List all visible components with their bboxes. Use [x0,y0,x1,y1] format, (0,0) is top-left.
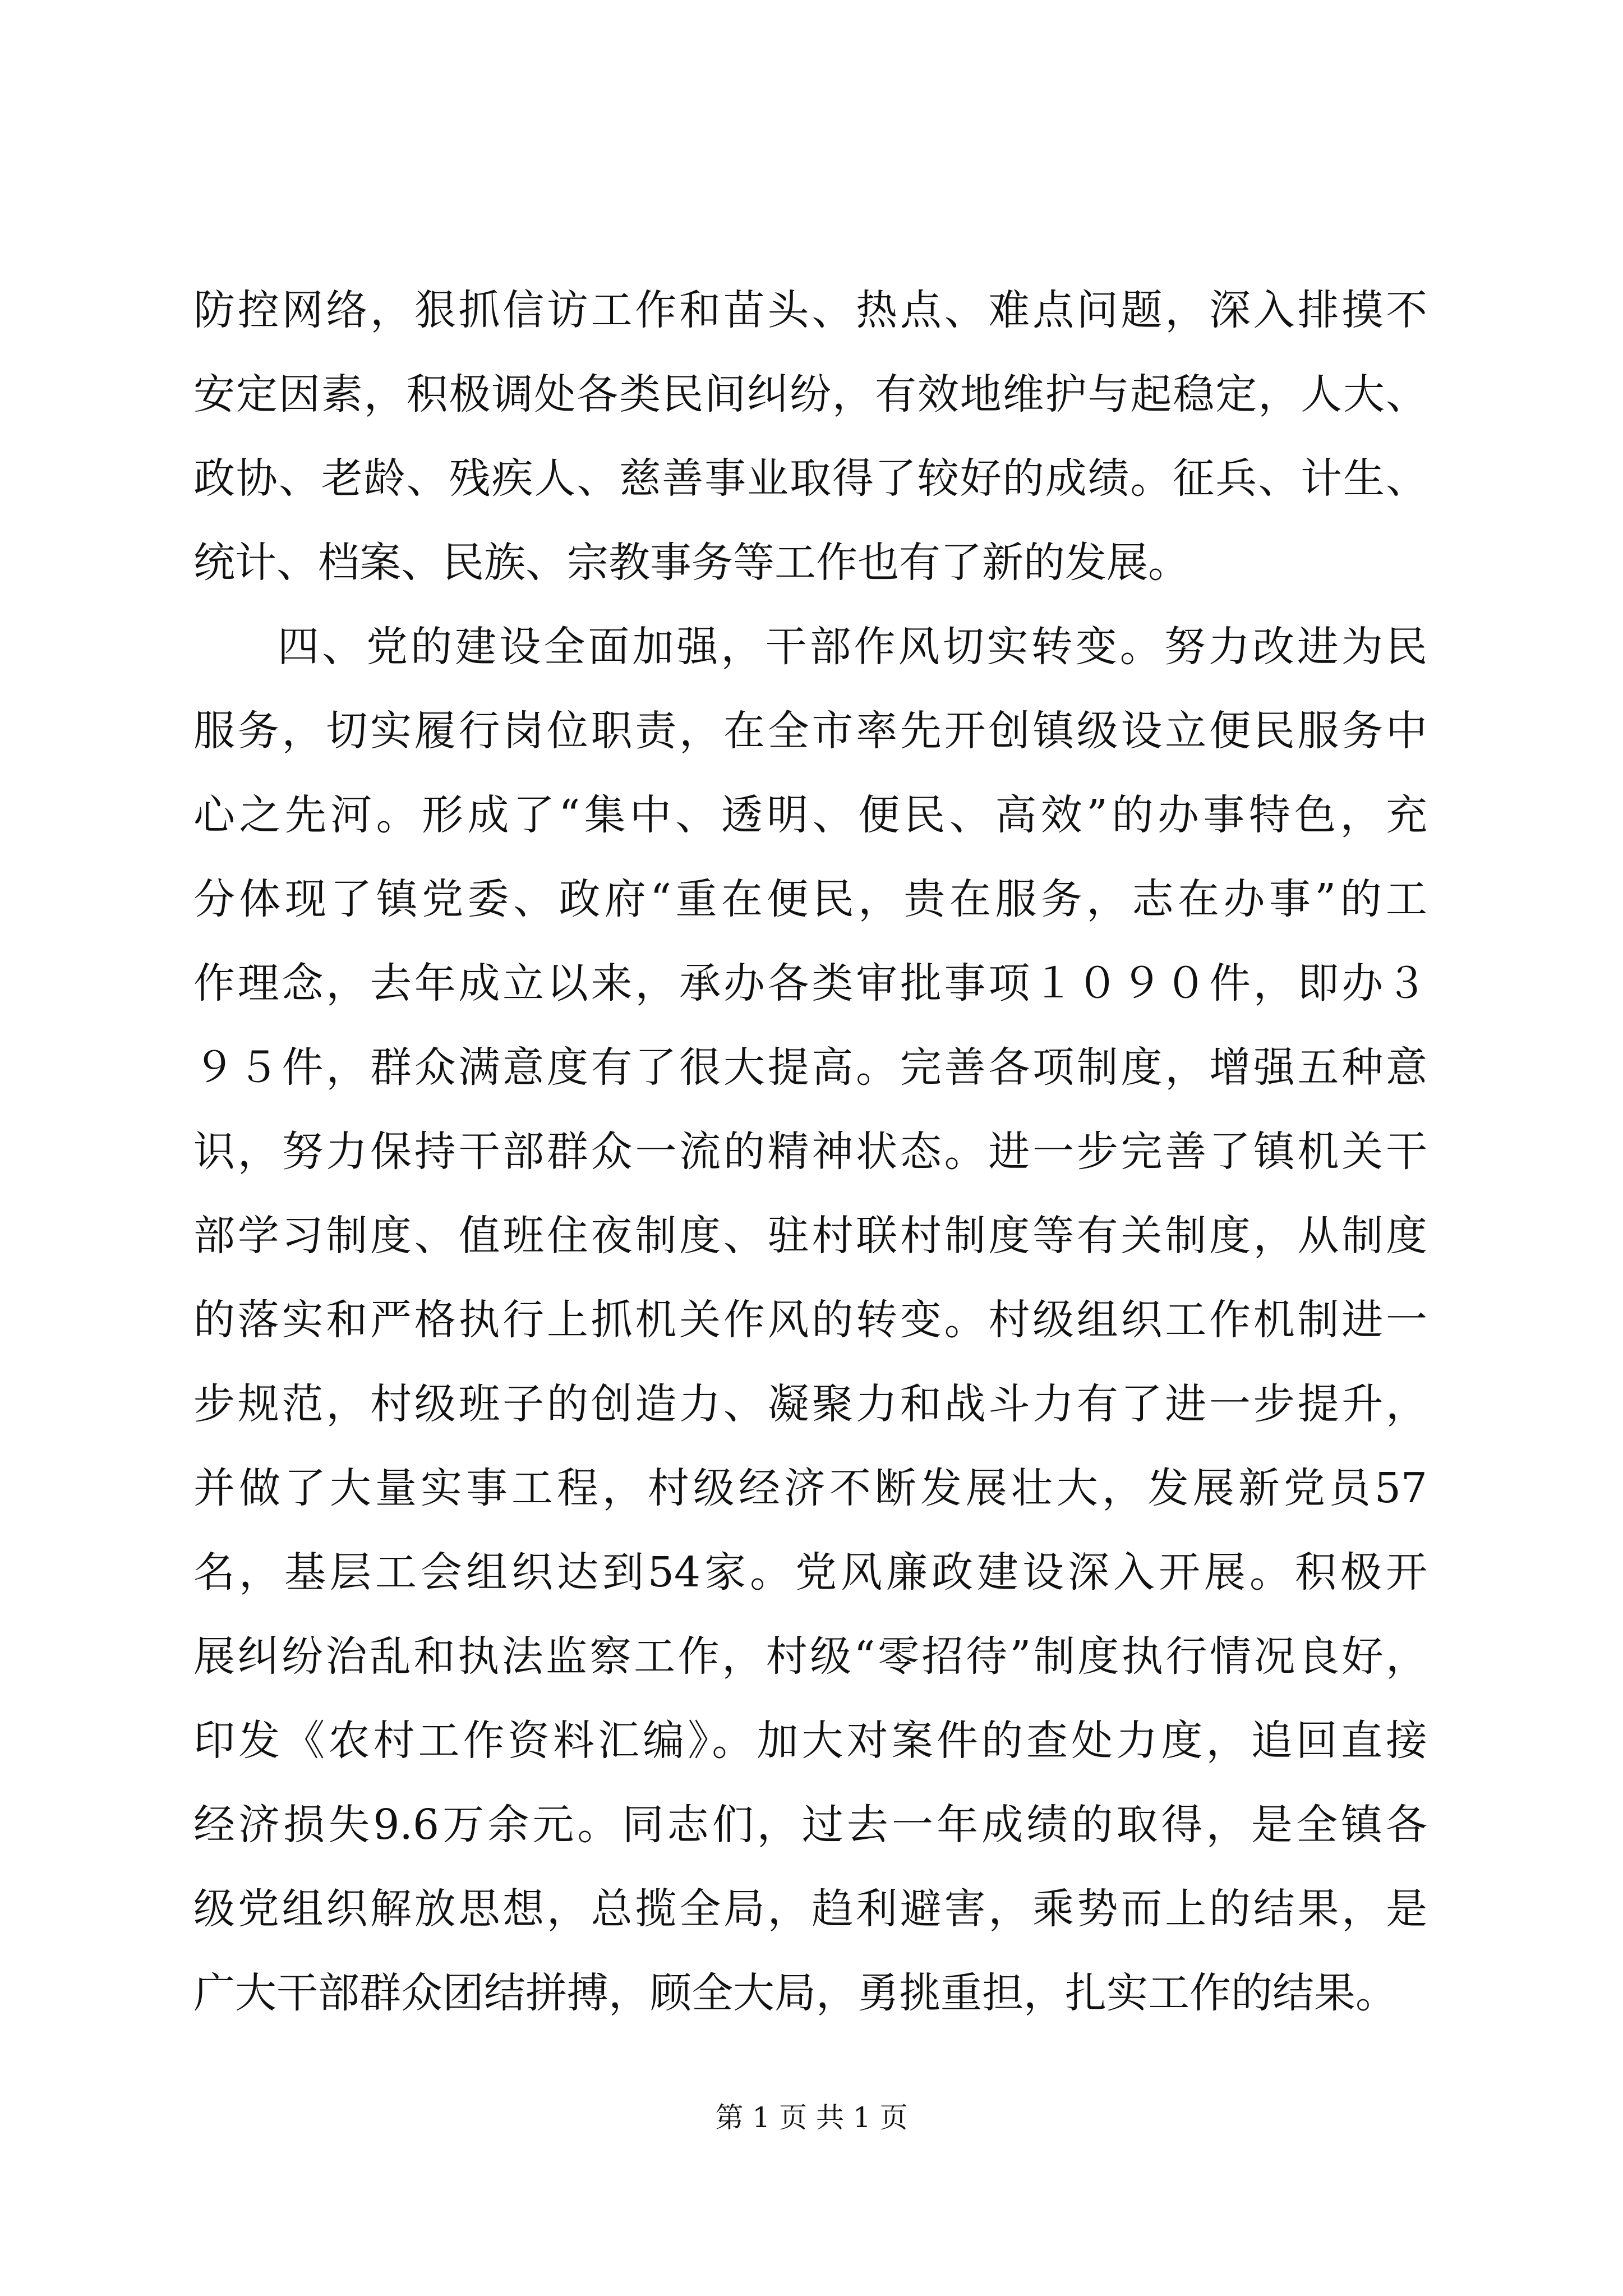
text-line: 名，基层工会组织达到54家。党风廉政建设深入开展。积极开 [193,1548,1427,1596]
text-line: 印发《农村工作资料汇编》。加大对案件的查处力度，追回直接 [193,1717,1427,1765]
text-line: 经济损失9.6万余元。同志们，过去一年成绩的取得，是全镇各 [193,1801,1427,1849]
text-line: 心之先河。形成了“集中、透明、便民、高效”的办事特色，充 [193,791,1427,839]
text-line: 识，努力保持干部群众一流的精神状态。进一步完善了镇机关干 [193,1128,1427,1176]
text-line: 服务，切实履行岗位职责，在全市率先开创镇级设立便民服务中 [193,707,1427,755]
text-line: 的落实和严格执行上抓机关作风的转变。村级组织工作机制进一 [193,1296,1427,1344]
text-line: 并做了大量实事工程，村级经济不断发展壮大，发展新党员57 [193,1464,1427,1512]
text-line: ９５件，群众满意度有了很大提高。完善各项制度，增强五种意 [193,1043,1427,1092]
text-line: 作理念，去年成立以来，承办各类审批事项１０９０件，即办３ [193,959,1427,1007]
text-line: 安定因素，积极调处各类民间纠纷，有效地维护与起稳定，人大、 [193,370,1427,418]
text-line: 防控网络，狠抓信访工作和苗头、热点、难点问题，深入排摸不 [193,286,1427,334]
text-line: 政协、老龄、残疾人、慈善事业取得了较好的成绩。征兵、计生、 [193,454,1427,503]
text-line: 步规范，村级班子的创造力、凝聚力和战斗力有了进一步提升， [193,1380,1427,1428]
text-line: 广大干部群众团结拼搏，顾全大局，勇挑重担，扎实工作的结果。 [193,1969,1397,2017]
text-line: 部学习制度、值班住夜制度、驻村联村制度等有关制度，从制度 [193,1212,1427,1260]
page-number-footer: 第 1 页 共 1 页 [715,2101,908,2134]
paragraph-start-line: 四、党的建设全面加强，干部作风切实转变。努力改进为民 [278,623,1427,671]
text-line: 级党组织解放思想，总揽全局，趋利避害，乘势而上的结果，是 [193,1885,1427,1933]
document-body [193,268,1427,2035]
text-line: 展纠纷治乱和执法监察工作，村级“零招待”制度执行情况良好， [193,1632,1427,1681]
text-line: 统计、档案、民族、宗教事务等工作也有了新的发展。 [193,539,1189,587]
text-line: 分体现了镇党委、政府“重在便民，贵在服务，志在办事”的工 [193,875,1427,923]
